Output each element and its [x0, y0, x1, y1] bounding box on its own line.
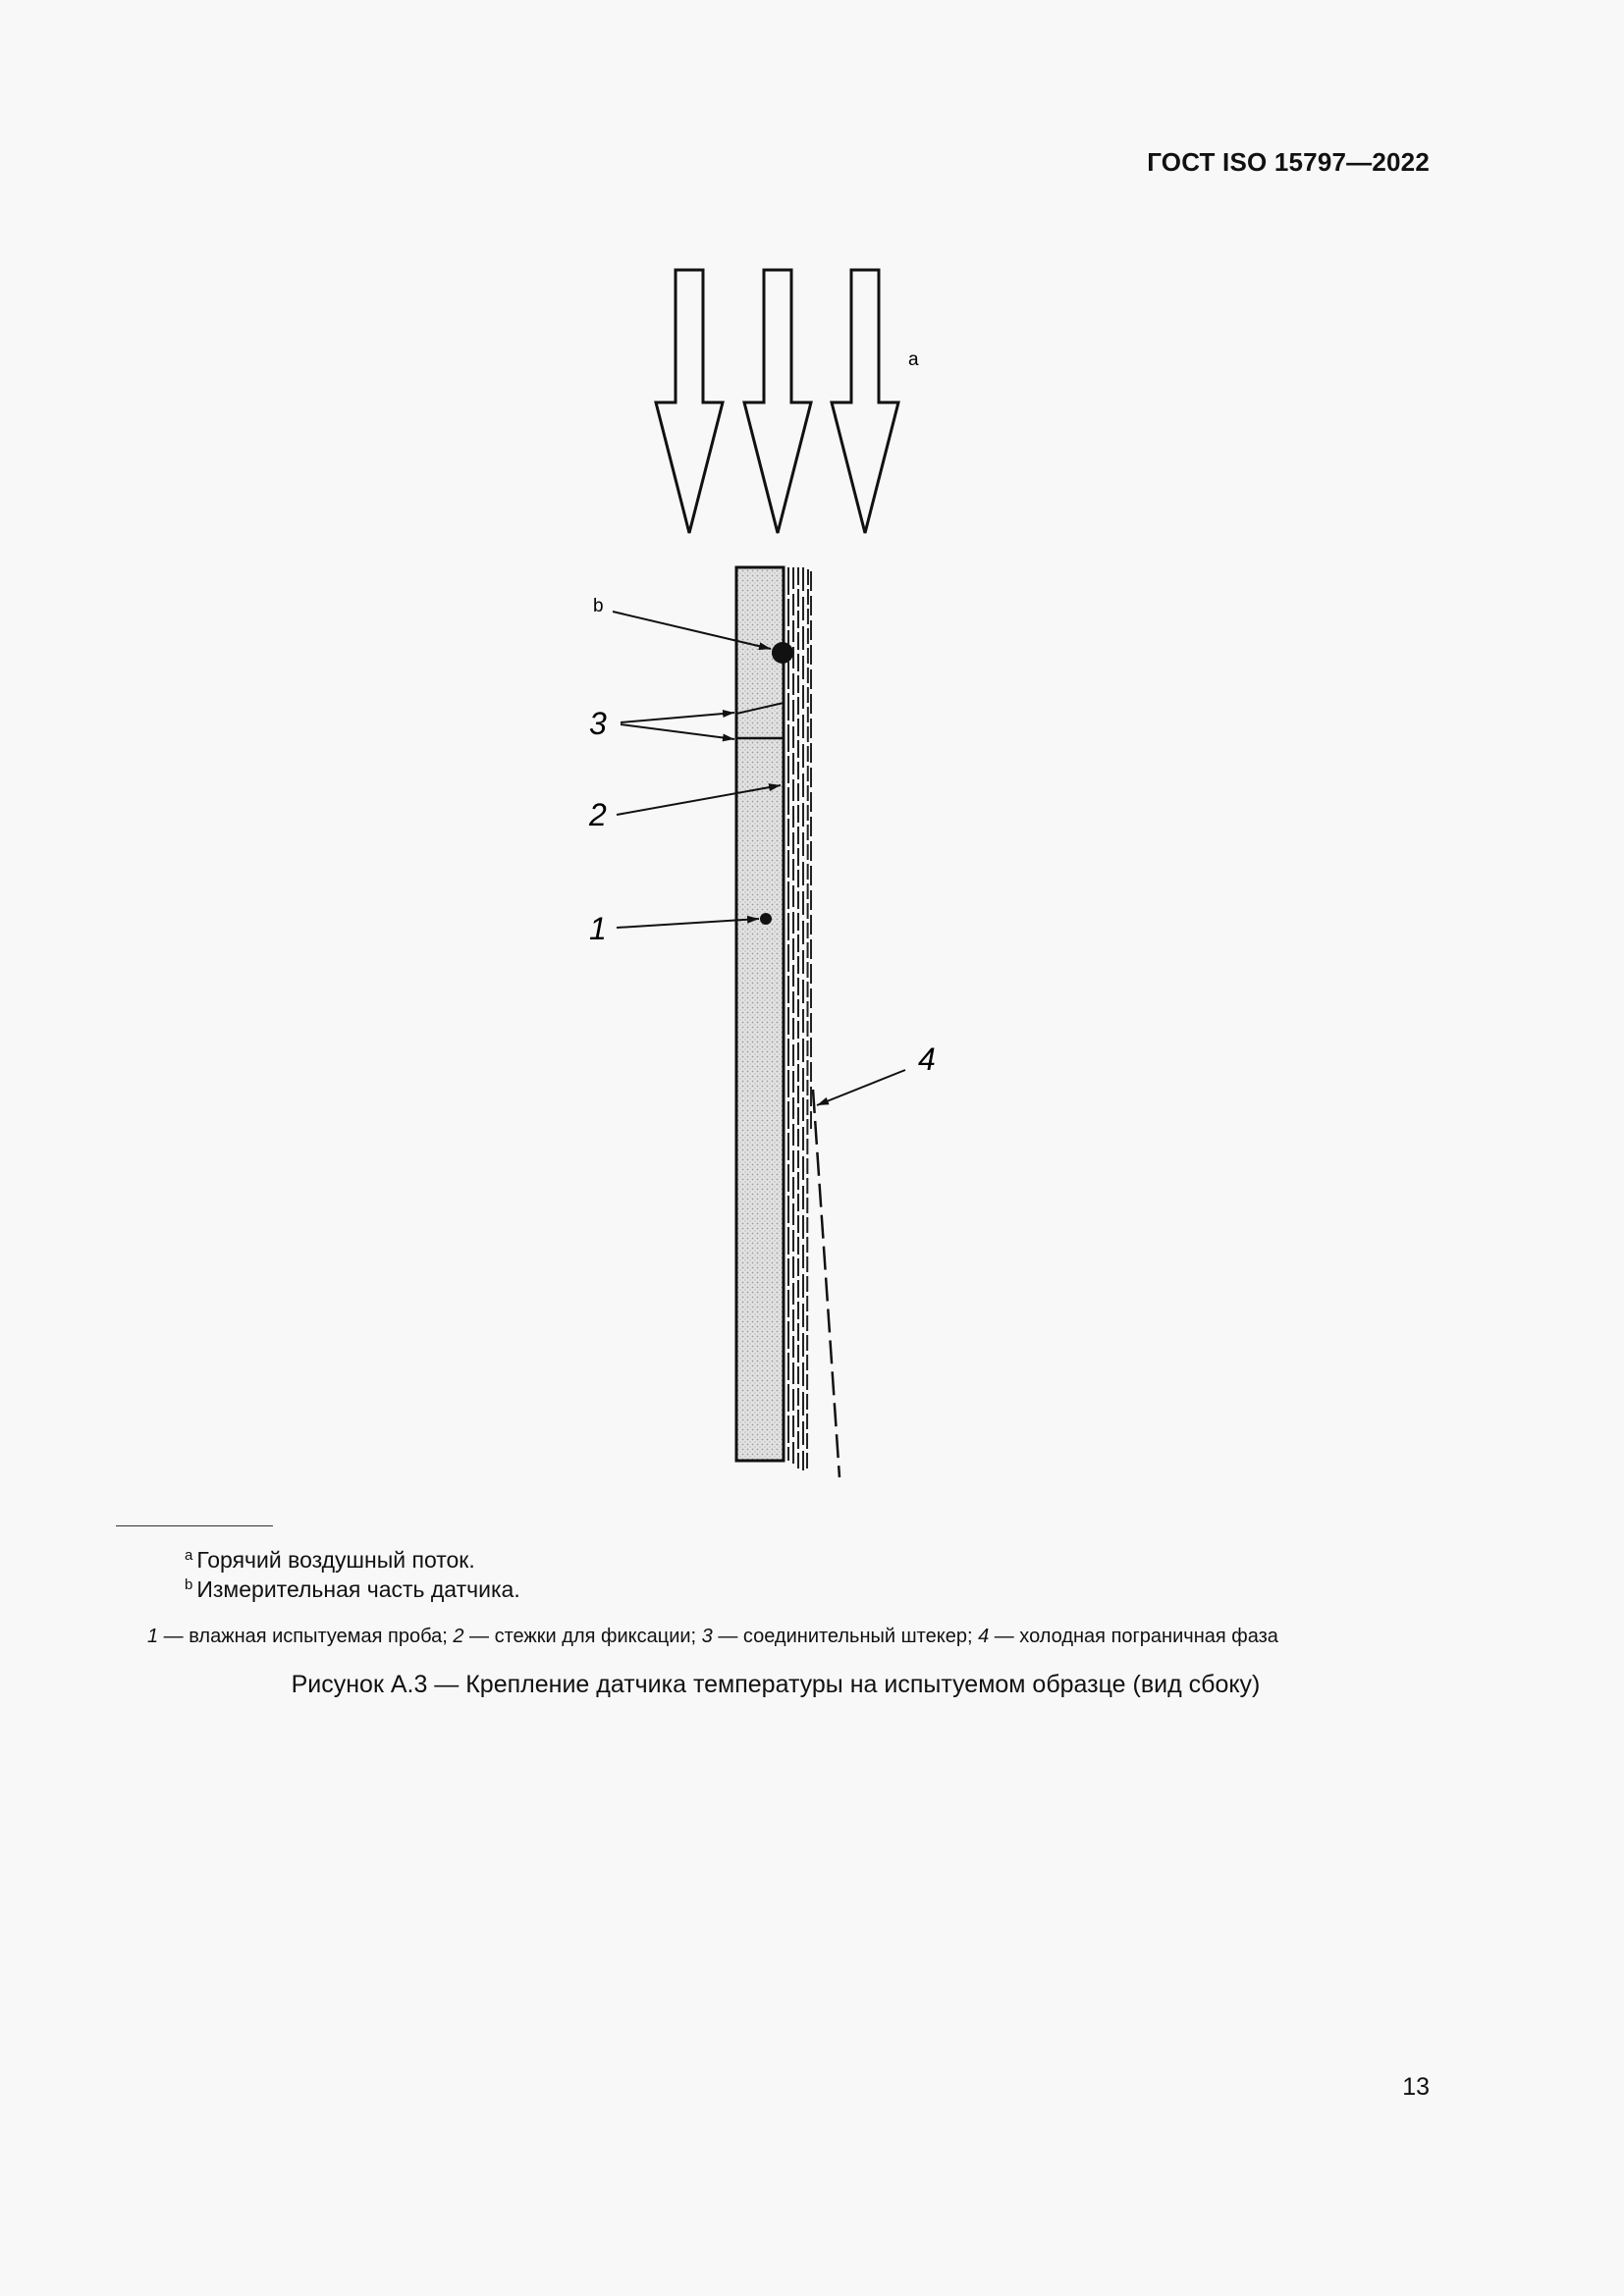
legend-num: 2 [453, 1626, 464, 1647]
label-a: a [908, 349, 919, 370]
label-3: 3 [589, 706, 607, 741]
footnote-b [185, 1571, 520, 1604]
sample-point [760, 913, 772, 925]
cold-boundary-phase [813, 1090, 839, 1477]
footnote-mark: a [185, 1547, 193, 1564]
footnote-a [185, 1541, 475, 1575]
legend-text: — соединительный штекер; [712, 1626, 979, 1647]
label-1: 1 [589, 911, 607, 946]
legend-num: 1 [147, 1626, 159, 1647]
label-2: 2 [589, 797, 607, 832]
legend-num: 4 [978, 1626, 990, 1647]
hot-air-arrows [656, 270, 898, 533]
air-arrow-3 [832, 270, 898, 533]
legend-text: — влажная испытуемая проба; [158, 1626, 454, 1647]
stitch-layers [788, 567, 811, 1472]
figure-caption: Рисунок А.3 — Крепление датчика температуры на испытуемом образце (вид сбоку) [291, 1671, 1261, 1698]
page-number: 13 [1402, 2073, 1430, 2101]
test-sample [736, 567, 784, 1461]
sensor-measuring-point [772, 642, 793, 664]
label-4: 4 [918, 1041, 936, 1077]
air-arrow-2 [744, 270, 811, 533]
footnote-text: Измерительная часть датчика. [196, 1576, 520, 1602]
legend-text: — стежки для фиксации; [463, 1626, 702, 1647]
air-arrow-1 [656, 270, 723, 533]
legend-text: — холодная пограничная фаза [989, 1626, 1278, 1647]
document-standard-code: ГОСТ ISO 15797—2022 [1147, 147, 1430, 177]
figure-legend [147, 1626, 1424, 1648]
footnote-mark: b [185, 1576, 193, 1593]
footnote-text: Горячий воздушный поток. [196, 1547, 475, 1573]
footnote-divider [116, 1525, 273, 1526]
label-b: b [593, 596, 604, 616]
legend-num: 3 [701, 1626, 713, 1647]
